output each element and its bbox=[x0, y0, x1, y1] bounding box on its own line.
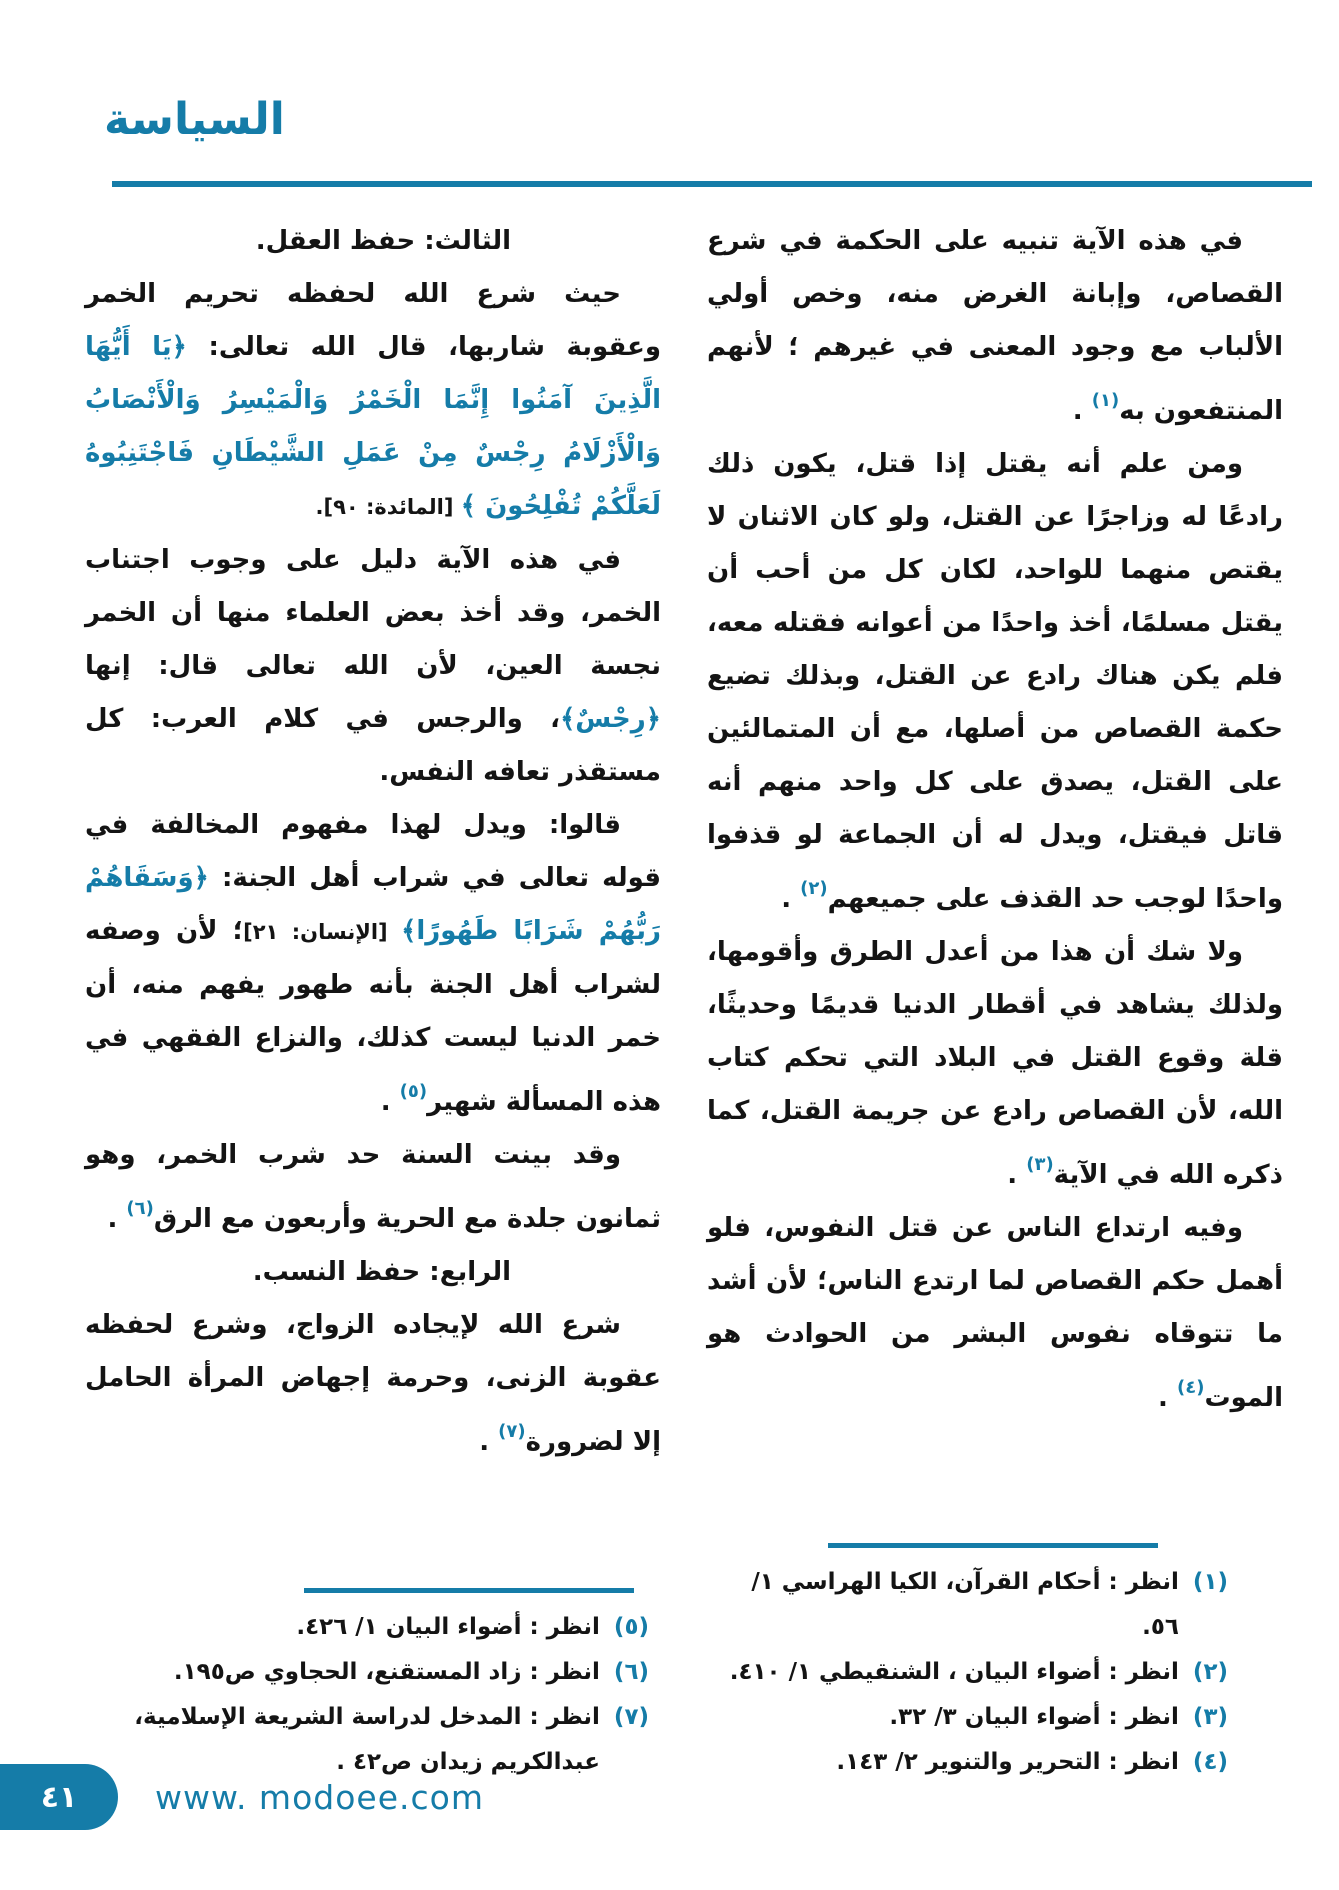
column-right bbox=[707, 215, 1283, 1785]
body-text: . bbox=[107, 1204, 127, 1234]
page-number-badge bbox=[0, 1764, 118, 1830]
body-text: في هذه الآية دليل على وجوب اجتناب الخمر، وقد أخذ بعض العلماء منها أن الخمر نجسة العين، لأن الله تعالى قال: إنها bbox=[85, 545, 661, 681]
footnote-text: انظر : زاد المستقنع، الحجاوي ص١٩٥. bbox=[173, 1659, 600, 1685]
paragraph bbox=[707, 926, 1283, 1202]
paragraph bbox=[707, 215, 1283, 438]
page-number: ٤١ bbox=[40, 1779, 78, 1815]
footnote-number: (٥) bbox=[613, 1614, 649, 1640]
footnote-text: انظر : أحكام القرآن، الكيا الهراسي ١/ ٥٦. bbox=[751, 1569, 1179, 1640]
footnote-ref: (٤) bbox=[1176, 1377, 1205, 1398]
footnote-text: انظر : أضواء البيان ، الشنقيطي ١/ ٤١٠. bbox=[729, 1659, 1179, 1685]
footnote-text: انظر : المدخل لدراسة الشريعة الإسلامية، عبدالكريم زيدان ص٤٢ . bbox=[134, 1704, 600, 1775]
footnote-number: (٣) bbox=[1192, 1704, 1228, 1730]
body-text: . bbox=[1072, 396, 1092, 426]
footnote-item bbox=[707, 1695, 1228, 1740]
paragraph bbox=[85, 534, 661, 799]
body-text: ولا شك أن هذا من أعدل الطرق وأقومها، ولذلك يشاهد في أقطار الدنيا قديمًا وحديثًا، قلة وقوع القتل في البلاد التي تحكم كتاب الله، لأن القصاص رادع عن جريمة القتل، كما ذكره الله في الآية bbox=[707, 937, 1283, 1190]
quran-verse: ﴿وَسَقَاهُمْ رَبُّهُمْ شَرَابًا طَهُورًا﴾ bbox=[85, 863, 661, 946]
body-text: . bbox=[479, 1427, 499, 1457]
body-text: حيث شرع الله لحفظه تحريم الخمر وعقوبة شاربها، قال الله تعالى: bbox=[85, 279, 661, 362]
footnote-text: انظر : أضواء البيان ١/ ٤٢٦. bbox=[296, 1614, 600, 1640]
body-text: قالوا: ويدل لهذا مفهوم المخالفة في قوله تعالى في شراب أهل الجنة: bbox=[85, 810, 661, 893]
footnote-separator bbox=[828, 1543, 1158, 1548]
footnote-separator bbox=[304, 1588, 634, 1593]
column-right-text bbox=[707, 215, 1283, 1425]
footnote-list-right bbox=[707, 1560, 1228, 1785]
paragraph bbox=[85, 1299, 661, 1469]
column-left bbox=[85, 215, 661, 1785]
footnotes-left bbox=[85, 1588, 661, 1785]
content-columns bbox=[85, 215, 1283, 1785]
footnote-item bbox=[707, 1740, 1228, 1785]
section-heading bbox=[85, 215, 661, 268]
footnote-list-left bbox=[85, 1605, 649, 1785]
body-text: في هذه الآية تنبيه على الحكمة في شرع القصاص، وإبانة الغرض منه، وخص أولي الألباب مع وجود المعنى في غيرهم ؛ لأنهم المنتفعون به bbox=[707, 226, 1283, 426]
website-url: www. modoee.com bbox=[155, 1778, 484, 1817]
section-heading bbox=[85, 1246, 661, 1299]
footnote-number: (١) bbox=[1192, 1569, 1228, 1595]
body-text: . bbox=[1007, 1160, 1027, 1190]
quran-verse: ﴿رِجْسٌ﴾ bbox=[560, 704, 661, 734]
footnote-ref: (٦) bbox=[126, 1198, 154, 1219]
quran-verse: ﴿يَا أَيُّهَا الَّذِينَ آمَنُوا إِنَّمَا الْخَمْرُ وَالْمَيْسِرُ وَالْأَنْصَابُ وَالْأَزْلَامُ رِجْسٌ مِنْ عَمَلِ الشَّيْطَانِ فَاجْتَنِبُوهُ لَعَلَّكُمْ تُفْلِحُونَ ﴾ bbox=[85, 332, 661, 521]
footnote-ref: (١) bbox=[1091, 390, 1120, 411]
running-header-title: السياسة bbox=[104, 94, 285, 145]
paragraph bbox=[85, 268, 661, 534]
column-left-text bbox=[85, 215, 661, 1469]
footnotes-right bbox=[707, 1543, 1283, 1785]
footnote-item bbox=[707, 1560, 1228, 1650]
body-text: . bbox=[1158, 1383, 1177, 1413]
footnote-item bbox=[85, 1695, 649, 1785]
footnote-text: انظر : أضواء البيان ٣/ ٣٢. bbox=[889, 1704, 1179, 1730]
body-text: وقد بينت السنة حد شرب الخمر، وهو ثمانون جلدة مع الحرية وأربعون مع الرق bbox=[85, 1140, 661, 1234]
body-text: ؛ لأن وصفه لشراب أهل الجنة بأنه طهور يفهم منه، أن خمر الدنيا ليست كذلك، والنزاع الفقهي في هذه المسألة شهير bbox=[85, 916, 661, 1117]
verse-citation: [الإنسان: ٢١] bbox=[243, 920, 402, 944]
paragraph bbox=[707, 438, 1283, 926]
body-text: شرع الله لإيجاده الزواج، وشرع لحفظه عقوبة الزنى، وحرمة إجهاض المرأة الحامل إلا لضرورة bbox=[85, 1310, 661, 1457]
footnote-ref: (٢) bbox=[800, 878, 828, 899]
footnote-ref: (٧) bbox=[498, 1421, 526, 1442]
paragraph bbox=[85, 799, 661, 1129]
footnote-item bbox=[85, 1650, 649, 1695]
header-rule bbox=[112, 181, 1312, 187]
footnote-ref: (٥) bbox=[399, 1081, 428, 1102]
body-text: وفيه ارتداع الناس عن قتل النفوس، فلو أهمل حكم القصاص لما ارتدع الناس؛ لأن أشد ما تتوقاه نفوس البشر من الحوادث هو الموت bbox=[707, 1213, 1283, 1413]
footnote-item bbox=[85, 1605, 649, 1650]
body-text: الرابع: حفظ النسب. bbox=[252, 1257, 511, 1287]
footnote-number: (٧) bbox=[613, 1704, 649, 1730]
verse-citation: [المائدة: ٩٠]. bbox=[315, 495, 461, 519]
paragraph bbox=[707, 1202, 1283, 1425]
footnote-number: (٢) bbox=[1192, 1659, 1228, 1685]
footnote-number: (٦) bbox=[613, 1659, 649, 1685]
paragraph bbox=[85, 1129, 661, 1246]
body-text: الثالث: حفظ العقل. bbox=[255, 226, 511, 256]
footnote-ref: (٣) bbox=[1026, 1154, 1054, 1175]
body-text: ومن علم أنه يقتل إذا قتل، يكون ذلك رادعًا له وزاجرًا عن القتل، ولو كان الاثنان لا يقتص منهما للواحد، لكان كل من أحب أن يقتل مسلمًا، أخذ واحدًا من أعوانه فقتله معه، فلم يكن هناك رادع عن القتل، وبذلك تضيع حكمة القصاص من أصلها، مع أن المتمالئين على القتل، يصدق على كل واحد منهم أنه قاتل فيقتل، ويدل له أن الجماعة لو قذفوا واحدًا لوجب حد القذف على جميعهم bbox=[707, 449, 1283, 914]
footnote-text: انظر : التحرير والتنوير ٢/ ١٤٣. bbox=[836, 1749, 1179, 1775]
body-text: . bbox=[781, 884, 801, 914]
footnote-number: (٤) bbox=[1192, 1749, 1228, 1775]
body-text: . bbox=[380, 1087, 400, 1117]
body-text: ، والرجس في كلام العرب: كل مستقذر تعافه النفس. bbox=[85, 704, 661, 787]
footnote-item bbox=[707, 1650, 1228, 1695]
